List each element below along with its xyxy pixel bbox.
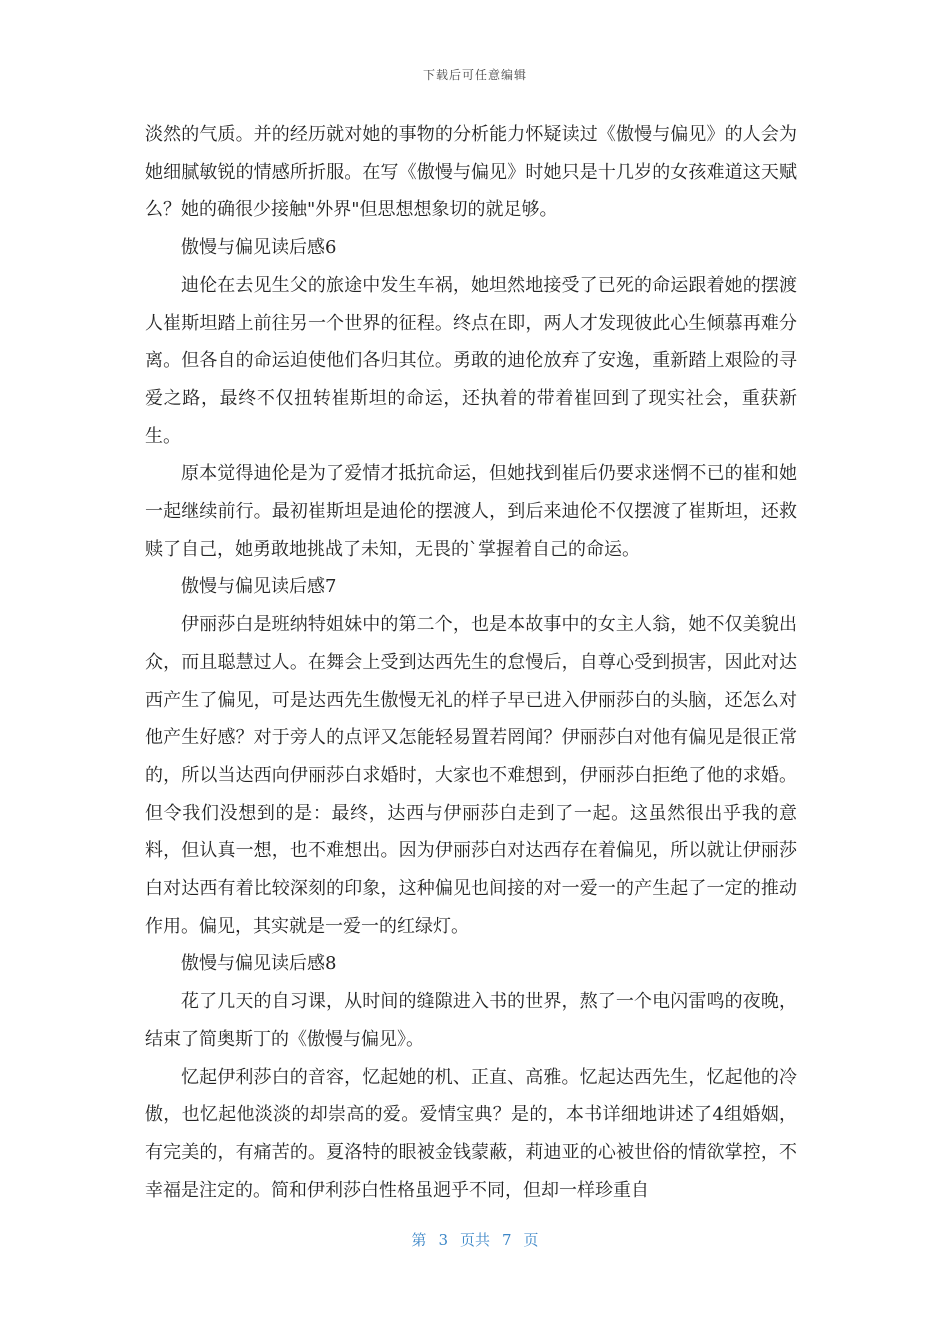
page-header-note: 下载后可任意编辑 bbox=[422, 68, 527, 82]
footer-label-ye-gong: 页共 bbox=[459, 1231, 490, 1249]
section-heading-7: 傲慢与偏见读后感7 bbox=[181, 576, 337, 598]
paragraph: 伊丽莎白是班纳特姐妹中的第二个，也是本故事中的女主人翁，她不仅美貌出众，而且聪慧过人。在舞会上受到达西先生的怠慢后，自尊心受到损害，因此对达西产生了偏见，可是达西先生傲慢无礼的样子早已进入伊丽莎白的头脑，还怎么对他产生好感？对于旁人的点评又怎能轻易置若罔闻？伊丽莎白对他有偏见是很正常的，所以当达西向伊丽莎白求婚时，大家也不难想到，伊丽莎白拒绝了他的求婚。但令我们没想到的是：最终，达西与伊丽莎白走到了一起。这虽然很出乎我的意料，但认真一想，也不难想出。因为伊丽莎白对达西存在着偏见，所以就让伊丽莎白对达西有着比较深刻的印象，这种偏见也间接的对一爱一的产生起了一定的推动作用。偏见，其实就是一爱一的红绿灯。 bbox=[145, 614, 797, 937]
section-heading-6: 傲慢与偏见读后感6 bbox=[181, 237, 337, 259]
footer-total-pages: 7 bbox=[502, 1231, 512, 1249]
document-body bbox=[145, 116, 797, 1209]
paragraph: 原本觉得迪伦是为了爱情才抵抗命运，但她找到崔后仍要求迷惘不已的崔和她一起继续前行。最初崔斯坦是迪伦的摆渡人，到后来迪伦不仅摆渡了崔斯坦，还救赎了自己，她勇敢地挑战了未知，无畏的`掌握着自己的命运。 bbox=[145, 463, 797, 560]
paragraph: 花了几天的自习课，从时间的缝隙进入书的世界，熬了一个电闪雷鸣的夜晚，结束了简奥斯丁的《傲慢与偏见》。 bbox=[145, 991, 797, 1050]
paragraph-continued: 淡然的气质。并的经历就对她的事物的分析能力怀疑读过《傲慢与偏见》的人会为她细腻敏锐的情感所折服。在写《傲慢与偏见》时她只是十几岁的女孩难道这天赋么？她的确很少接触"外界"但思想想象切的就足够。 bbox=[145, 124, 797, 221]
paragraph: 忆起伊利莎白的音容，忆起她的机、正直、高雅。忆起达西先生，忆起他的冷傲，也忆起他淡淡的却崇高的爱。爱情宝典？是的，本书详细地讲述了4组婚姻，有完美的，有痛苦的。夏洛特的眼被金钱蒙蔽，莉迪亚的心被世俗的情欲掌控，不幸福是注定的。简和伊利莎白性格虽迥乎不同，但却一样珍重自 bbox=[145, 1066, 797, 1201]
footer-label-ye: 页 bbox=[523, 1231, 539, 1249]
footer-current-page: 3 bbox=[438, 1231, 448, 1249]
page-number-footer bbox=[0, 1229, 950, 1250]
paragraph: 迪伦在去见生父的旅途中发生车祸，她坦然地接受了已死的命运跟着她的摆渡人崔斯坦踏上前往另一个世界的征程。终点在即，两人才发现彼此心生倾慕再难分离。但各自的命运迫使他们各归其位。勇敢的迪伦放弃了安逸，重新踏上艰险的寻爱之路，最终不仅扭转崔斯坦的命运，还执着的带着崔回到了现实社会，重获新生。 bbox=[145, 274, 797, 447]
section-heading-8: 傲慢与偏见读后感8 bbox=[181, 953, 337, 975]
footer-label-di: 第 bbox=[411, 1231, 427, 1249]
